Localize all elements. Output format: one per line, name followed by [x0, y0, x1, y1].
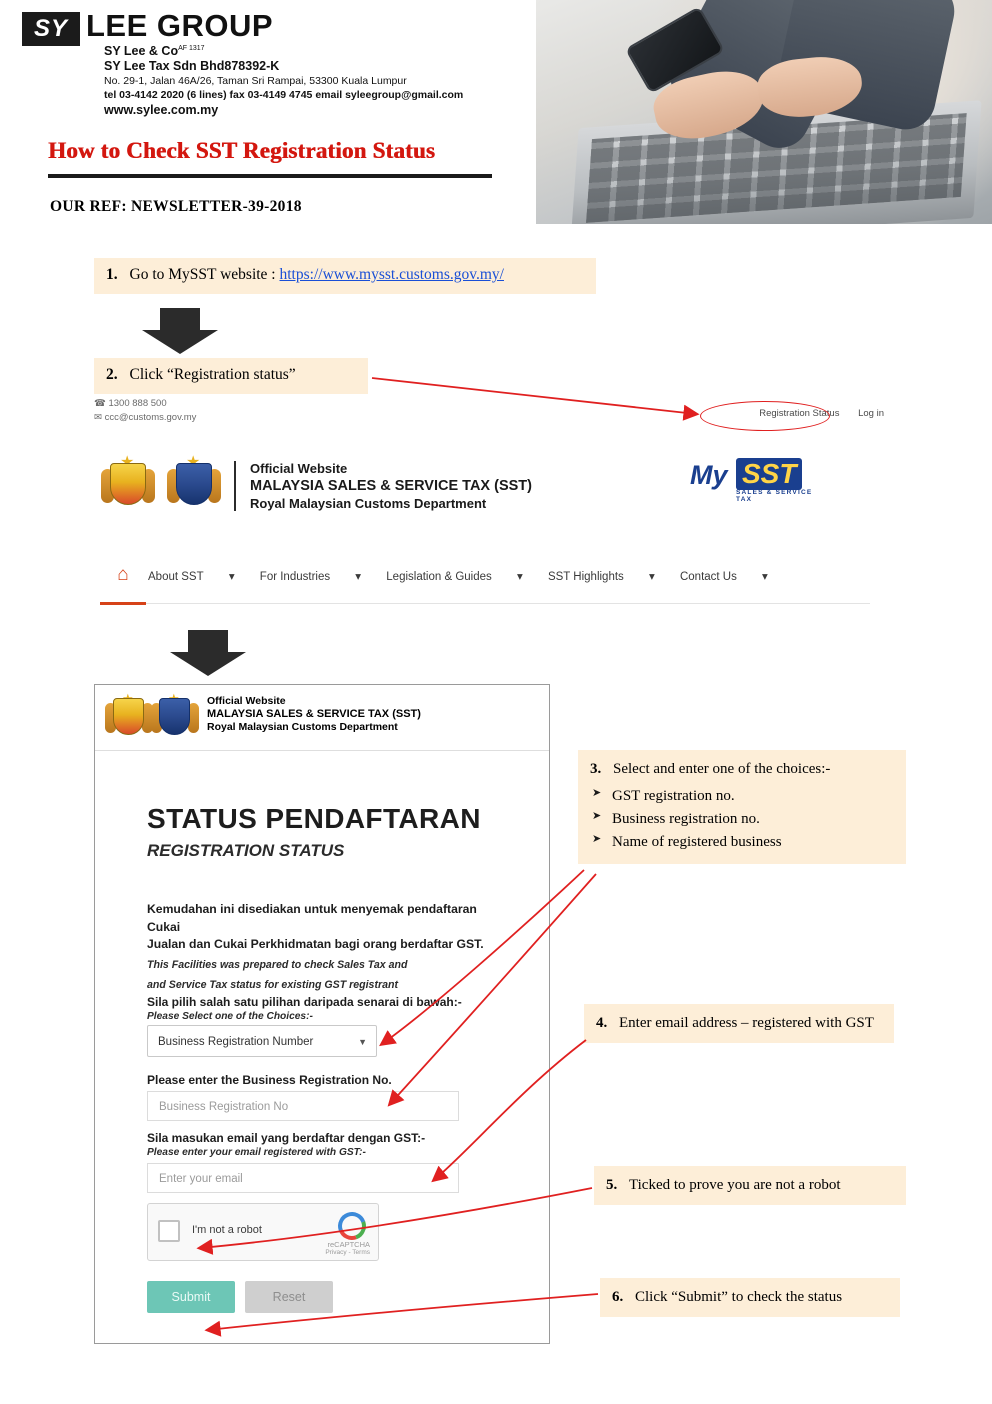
step-4-text: Enter email address – registered with GST	[619, 1015, 874, 1031]
email-label-en: Please enter your email registered with GST:-	[147, 1147, 366, 1158]
mysst-logo-my: My	[690, 460, 728, 490]
nav-item-sst-highlights-label: SST Highlights	[547, 571, 624, 583]
step-1-number: 1.	[106, 266, 118, 283]
email-label-bm: Sila masukan email yang berdaftar dengan GST:-	[147, 1131, 426, 1145]
logo-wordmark: LEE GROUP	[86, 8, 274, 43]
panel-dept-line-2: MALAYSIA SALES & SERVICE TAX (SST)	[207, 708, 421, 720]
registration-type-select-value: Business Registration Number	[158, 1036, 314, 1048]
recaptcha-label: I'm not a robot	[192, 1224, 262, 1236]
company-name-2-text: SY Lee Tax Sdn Bhd	[104, 59, 225, 73]
step-3-item-3: ➤ Name of registered business	[612, 832, 894, 853]
step-6-box	[600, 1278, 900, 1317]
step-3-item-1: ➤ GST registration no.	[612, 786, 894, 807]
email-input[interactable]	[147, 1163, 459, 1193]
step-3-number: 3.	[590, 761, 602, 777]
form-intro-bm-2: Jualan dan Cukai Perkhidmatan bagi orang berdaftar GST.	[147, 937, 484, 952]
panel-dept-line-3: Royal Malaysian Customs Department	[207, 721, 398, 733]
recaptcha-privacy-terms[interactable]: Privacy - Terms	[325, 1249, 370, 1256]
company-name-2	[104, 59, 534, 73]
step-4-box	[584, 1004, 894, 1043]
nav-item-about-sst[interactable]: About SST ▾	[148, 571, 235, 583]
nav-item-contact-us[interactable]: Contact Us ▾	[679, 571, 768, 583]
step-3-box	[578, 750, 906, 864]
page-header	[0, 0, 992, 224]
step-2-number: 2.	[106, 366, 118, 383]
mysst-nav-items	[148, 569, 790, 583]
company-address-block	[104, 44, 534, 117]
panel-official-website-label: Official Website	[207, 695, 286, 707]
business-registration-no-input[interactable]	[147, 1091, 459, 1121]
flow-arrow-2	[170, 630, 246, 676]
highlight-ellipse-registration-status	[700, 401, 830, 431]
mysst-email: ✉ ccc@customs.gov.my	[94, 412, 197, 423]
brn-label: Please enter the Business Registration No.	[147, 1073, 392, 1087]
step-5-text: Ticked to prove you are not a robot	[629, 1177, 841, 1193]
recaptcha-icon	[336, 1210, 368, 1242]
company-name-1	[104, 44, 534, 58]
company-name-1-sup: AF 1317	[178, 44, 205, 52]
mysst-official-website-label: Official Website	[250, 461, 348, 476]
nav-item-for-industries[interactable]: For Industries ▾	[259, 571, 362, 583]
home-icon[interactable]: ⌂	[117, 564, 129, 585]
step-3-heading	[590, 759, 894, 780]
step-5-number: 5.	[606, 1177, 618, 1193]
crest-shield	[110, 463, 146, 505]
mysst-website-link[interactable]: https://www.mysst.customs.gov.my/	[279, 266, 504, 283]
recaptcha-checkbox[interactable]	[158, 1220, 180, 1242]
recaptcha-brand: reCAPTCHA	[327, 1240, 370, 1249]
form-title-en: REGISTRATION STATUS	[147, 841, 345, 860]
step-5-box	[594, 1166, 906, 1205]
nav-item-sst-highlights[interactable]: SST Highlights ▾	[547, 571, 655, 583]
header-photo	[536, 0, 992, 224]
nav-item-legislation-guides-label: Legislation & Guides	[386, 571, 492, 583]
company-name-2-sup: 878392-K	[224, 59, 280, 73]
mysst-contact-info	[94, 398, 196, 426]
registration-type-select[interactable]	[147, 1025, 377, 1057]
flow-arrow-2-shaft	[188, 630, 228, 654]
mysst-dept-line-3: Royal Malaysian Customs Department	[250, 496, 487, 511]
mysst-email-text: ccc@customs.gov.my	[104, 412, 197, 423]
mysst-dept-line-2: MALAYSIA SALES & SERVICE TAX (SST)	[250, 478, 532, 494]
flow-arrow-1-shaft	[160, 308, 200, 332]
registration-status-link[interactable]: Registration Status	[759, 408, 840, 419]
company-website: www.sylee.com.my	[104, 103, 219, 117]
step-4-number: 4.	[596, 1015, 608, 1031]
nav-item-about-sst-label: About SST	[148, 571, 204, 583]
nav-item-contact-us-label: Contact Us	[679, 571, 737, 583]
step-3-text: Select and enter one of the choices:-	[613, 761, 831, 777]
mysst-phone-text: 1300 888 500	[108, 398, 167, 409]
flow-arrow-2-head	[170, 652, 246, 676]
form-intro-text	[147, 901, 509, 994]
login-link[interactable]: Log in	[858, 408, 884, 419]
nav-active-underline	[100, 602, 146, 605]
mysst-logo-tagline: SALES & SERVICE TAX	[736, 489, 813, 503]
step-6-number: 6.	[612, 1289, 624, 1305]
mysst-logo	[690, 458, 820, 503]
flow-arrow-1-head	[142, 330, 218, 354]
panel-coat-of-arms-icon	[105, 691, 153, 745]
panel-crest-shield	[113, 698, 144, 735]
chevron-down-icon: ▼	[358, 1037, 367, 1047]
submit-button[interactable]: Submit	[147, 1281, 235, 1313]
recaptcha-widget[interactable]	[147, 1203, 379, 1261]
panel-header-text	[207, 695, 421, 733]
customs-shield	[176, 463, 212, 505]
panel-customs-logo-icon	[151, 691, 199, 745]
step-6-text: Click “Submit” to check the status	[635, 1289, 843, 1305]
step-2-box	[94, 358, 368, 394]
customs-department-logo-icon	[166, 455, 222, 517]
select-label-bm: Sila pilih salah satu pilihan daripada senarai di bawah:-	[147, 995, 462, 1009]
letterhead	[0, 0, 536, 224]
step-1-text: Go to MySST website :	[129, 266, 280, 283]
logo-mark: SY	[22, 12, 80, 46]
company-street-address: No. 29-1, Jalan 46A/26, Taman Sri Rampai, 53300 Kuala Lumpur	[104, 75, 407, 87]
title-divider	[48, 174, 492, 178]
business-registration-no-placeholder: Business Registration No	[159, 1101, 289, 1113]
company-contact-line: tel 03-4142 2020 (6 lines) fax 03-4149 4745 email syleegroup@gmail.com	[104, 89, 464, 101]
panel-header	[95, 685, 549, 751]
email-input-placeholder: Enter your email	[159, 1173, 243, 1185]
step-3-list	[590, 786, 894, 853]
malaysia-coat-of-arms-icon	[100, 455, 156, 517]
nav-item-legislation-guides[interactable]: Legislation & Guides ▾	[386, 571, 523, 583]
mysst-phone: ☎ 1300 888 500	[94, 398, 167, 409]
flow-arrow-1	[142, 308, 218, 354]
mysst-navbar	[100, 556, 870, 604]
form-title-bm: STATUS PENDAFTARAN	[147, 803, 481, 834]
step-1-box	[94, 258, 596, 294]
nav-item-for-industries-label: For Industries	[259, 571, 331, 583]
step-2-text: Click “Registration status”	[129, 366, 296, 383]
registration-status-screenshot	[94, 684, 550, 1344]
select-label-en: Please Select one of the Choices:-	[147, 1011, 313, 1022]
reset-button[interactable]: Reset	[245, 1281, 333, 1313]
step-3-item-2: ➤ Business registration no.	[612, 809, 894, 830]
mysst-header-text	[234, 461, 532, 511]
mysst-logo-sst: SST	[736, 458, 802, 490]
document-reference: OUR REF: NEWSLETTER-39-2018	[50, 198, 302, 215]
company-name-1-text: SY Lee & Co	[104, 44, 179, 58]
form-intro-bm-1: Kemudahan ini disediakan untuk menyemak pendaftaran Cukai	[147, 902, 477, 934]
panel-customs-shield	[159, 698, 190, 735]
form-intro-en-1: This Facilities was prepared to check Sales Tax and	[147, 959, 408, 972]
page-title: How to Check SST Registration Status	[48, 138, 435, 163]
form-intro-en-2: and Service Tax status for existing GST registrant	[147, 978, 398, 991]
